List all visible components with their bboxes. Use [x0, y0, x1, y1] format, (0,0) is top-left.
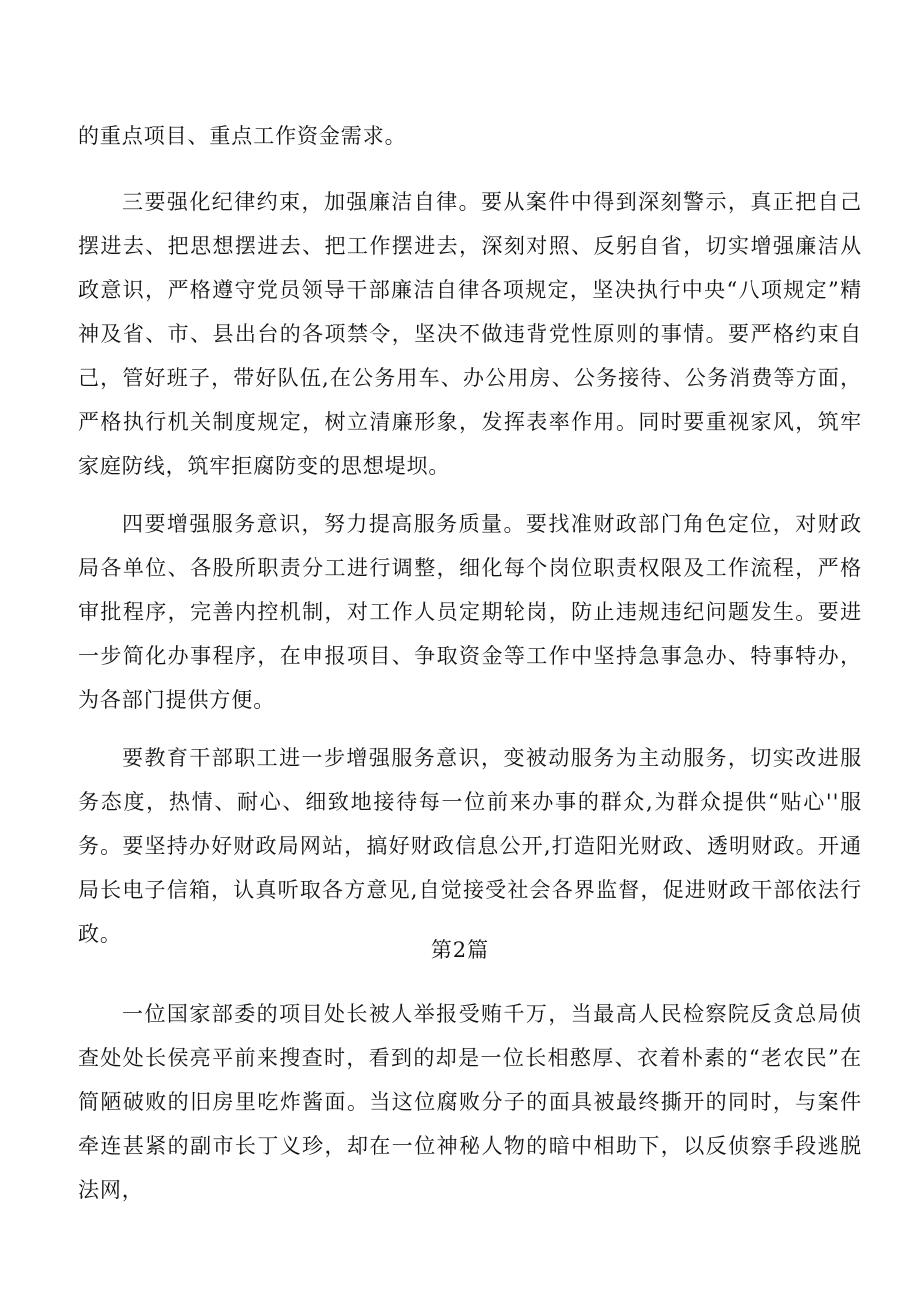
section-heading: 第2篇 [430, 938, 490, 962]
paragraph-story: 一位国家部委的项目处长被人举报受贿千万，当最高人民检察院反贪总局侦查处处长侯亮平前来搜查时，看到的却是一位长相憨厚、衣着朴素的“老农民”在简陋破败的旧房里吃炸酱面。当这位腐败分子的面具被最终撕开的同时，与案件牵连甚紧的副市长丁义珍，却在一位神秘人物的暗中相助下，以反侦察手段逃脱法网， [78, 1002, 862, 1202]
paragraph-continuation: 的重点项目、重点工作资金需求。 [78, 124, 407, 148]
paragraph-education: 要教育干部职工进一步增强服务意识，变被动服务为主动服务，切实改进服务态度，热情、耐心、细致地接待每一位前来办事的群众,为群众提供“贴心''服务。要坚持办好财政局网站，搞好财政信息公开,打造阳光财政、透明财政。开通局长电子信箱，认真听取各方意见,自觉接受社会各界监督，促进财政干部依法行政。 [78, 746, 862, 946]
paragraph-discipline: 三要强化纪律约束，加强廉洁自律。要从案件中得到深刻警示，真正把自己摆进去、把思想摆进去、把工作摆进去，深刻对照、反躬自省，切实增强廉洁从政意识，严格遵守党员领导干部廉洁自律各项规定，坚决执行中央“八项规定”精神及省、市、县出台的各项禁令，坚决不做违背党性原则的事情。要严格约束自己，管好班子，带好队伍,在公务用车、办公用房、公务接待、公务消费等方面，严格执行机关制度规定，树立清廉形象，发挥表率作用。同时要重视家风，筑牢家庭防线，筑牢拒腐防变的思想堤坝。 [78, 190, 862, 478]
paragraph-service: 四要增强服务意识，努力提高服务质量。要找准财政部门角色定位，对财政局各单位、各股所职责分工进行调整，细化每个岗位职责权限及工作流程，严格审批程序，完善内控机制，对工作人员定期轮岗，防止违规违纪问题发生。要进一步简化办事程序，在申报项目、争取资金等工作中坚持急事急办、特事特办，为各部门提供方便。 [78, 512, 862, 712]
